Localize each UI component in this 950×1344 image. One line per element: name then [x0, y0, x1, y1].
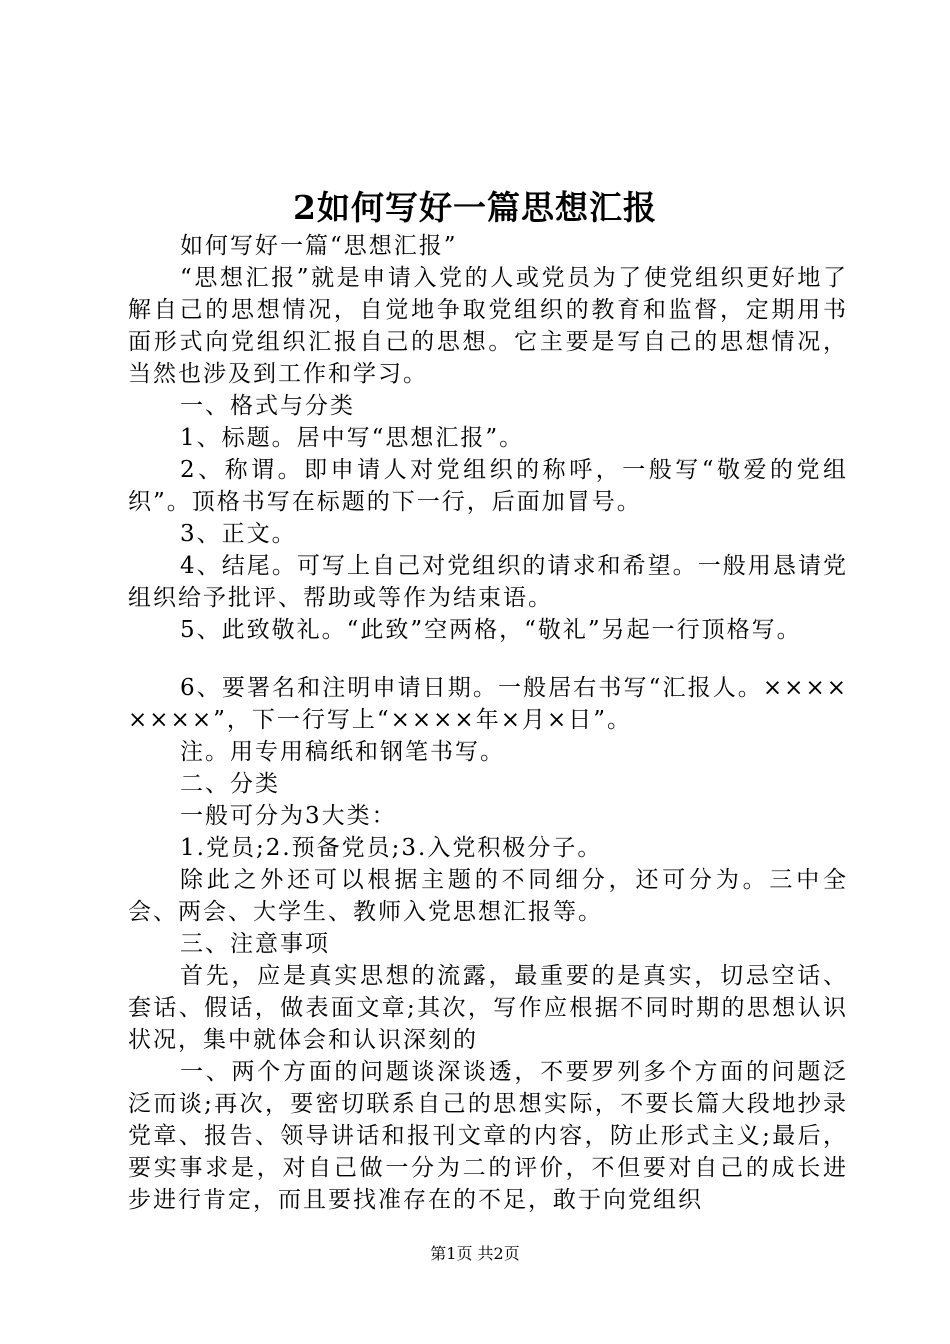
paragraph-item-4: 4、结尾。可写上自己对党组织的请求和希望。一般用恳请党组织给予批评、帮助或等作为结束语。 [128, 553, 848, 611]
paragraph-notes-second: 一、两个方面的问题谈深谈透，不要罗列多个方面的问题泛泛而谈;再次，要密切联系自己的思想实际，不要长篇大段地抄录党章、报告、领导讲话和报刊文章的内容，防止形式主义;最后，要实事求是，对自己做一分为二的评价，不但要对自己的成长进步进行肯定，而且要找准存在的不足，敢于向党组织 [128, 1059, 848, 1213]
page-footer: 第1页 共2页 [430, 1244, 520, 1263]
section-heading-notes: 三、注意事项 [180, 931, 330, 957]
paragraph-categories-intro: 一般可分为3大类： [180, 803, 397, 829]
paragraph-item-6: 6、要署名和注明申请日期。一般居右书写“汇报人。××××××××”，下一行写上“××××年×月×日”。 [128, 675, 848, 733]
paragraph-item-2: 2、称谓。即申请人对党组织的称呼，一般写“敬爱的党组织”。顶格书写在标题的下一行，后面加冒号。 [128, 457, 848, 515]
paragraph-item-1: 1、标题。居中写“思想汇报”。 [180, 425, 525, 451]
paragraph-gap [128, 646, 848, 672]
document-title: 2如何写好一篇思想汇报 [293, 188, 657, 227]
document-body [128, 230, 848, 1216]
paragraph-item-3: 3、正文。 [180, 521, 297, 547]
paragraph-subtitle: 如何写好一篇“思想汇报” [180, 233, 458, 259]
paragraph-item-5: 5、此致敬礼。“此致”空两格，“敬礼”另起一行顶格写。 [180, 617, 802, 643]
paragraph-categories-more: 除此之外还可以根据主题的不同细分，还可分为。三中全会、两会、大学生、教师入党思想汇报等。 [128, 867, 848, 925]
paragraph-categories-list: 1.党员;2.预备党员;3.入党积极分子。 [180, 835, 603, 861]
paragraph-definition: “思想汇报”就是申请入党的人或党员为了使党组织更好地了解自己的思想情况，自觉地争取党组织的教育和监督，定期用书面形式向党组织汇报自己的思想。它主要是写自己的思想情况，当然也涉及到工作和学习。 [128, 265, 848, 387]
paragraph-note: 注。用专用稿纸和钢笔书写。 [180, 739, 505, 765]
paragraph-notes-first: 首先，应是真实思想的流露，最重要的是真实，切忌空话、套话、假话，做表面文章;其次，写作应根据不同时期的思想认识状况，集中就体会和认识深刻的 [128, 963, 848, 1053]
section-heading-format: 一、格式与分类 [180, 393, 355, 419]
section-heading-categories: 二、分类 [180, 771, 280, 797]
